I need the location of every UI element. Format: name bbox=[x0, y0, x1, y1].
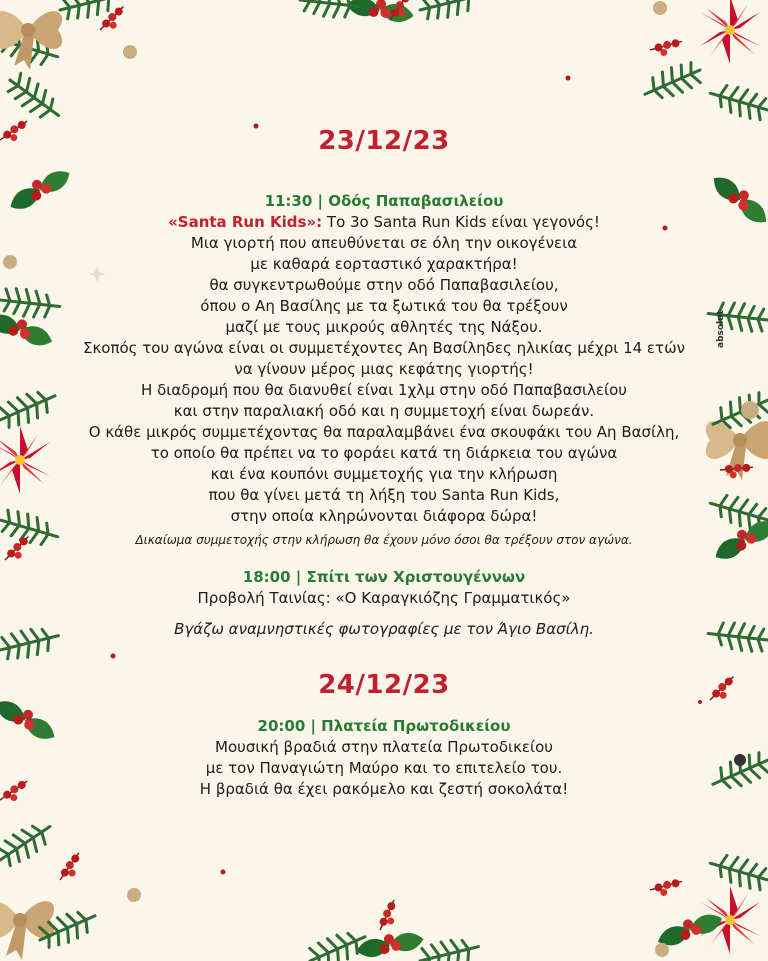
body-line: Ο κάθε μικρός συμμετέχοντας θα παραλαμβάνει ένα σκουφάκι του Αη Βασίλη, bbox=[88, 423, 680, 441]
lead-bold: «Santa Run Kids»: bbox=[168, 213, 323, 231]
body-line: μαζί με τους μικρούς αθλητές της Νάξου. bbox=[225, 318, 543, 336]
christmas-house-section bbox=[60, 567, 708, 640]
body-line: όπου ο Αη Βασίλης με τα ξωτικά του θα τρέξουν bbox=[200, 297, 568, 315]
body-line: Μουσική βραδιά στην πλατεία Πρωτοδικείου bbox=[215, 738, 553, 756]
body-line: Η βραδιά θα έχει ρακόμελο και ζεστή σοκολάτα! bbox=[199, 780, 569, 798]
date-heading-24-12: 24/12/23 bbox=[318, 670, 450, 700]
body-line: Μια γιορτή που απευθύνεται σε όλη την οικογένεια bbox=[190, 234, 578, 252]
body-line: με τον Παναγιώτη Μαύρο και το επιτελείο του. bbox=[205, 759, 563, 777]
section-heading: 18:00 | Σπίτι των Χριστουγέννων bbox=[242, 568, 526, 586]
body-line: Προβολή Ταινίας: «Ο Καραγκιόζης Γραμματικός» bbox=[197, 589, 571, 607]
santa-run-section bbox=[60, 191, 708, 549]
date-heading-23-12: 23/12/23 bbox=[318, 126, 450, 156]
lead-rest: Το 3ο Santa Run Kids είναι γεγονός! bbox=[322, 213, 600, 231]
section-heading: 20:00 | Πλατεία Πρωτοδικείου bbox=[257, 717, 511, 735]
participation-note: Δικαίωμα συμμετοχής στην κλήρωση θα έχουν μόνο όσοι θα τρέξουν στον αγώνα. bbox=[135, 533, 633, 547]
lead-line bbox=[60, 212, 708, 233]
body-line: και στην παραλιακή οδό και η συμμετοχή είναι δωρεάν. bbox=[173, 402, 595, 420]
body-line: θα συγκεντρωθούμε στην οδό Παπαβασιλείου, bbox=[209, 276, 559, 294]
body-line: Η διαδρομή που θα διανυθεί είναι 1χλμ στην οδό Παπαβασιλείου bbox=[141, 381, 627, 399]
body-line: με καθαρά εορταστικό χαρακτήρα! bbox=[250, 255, 518, 273]
photo-line: Βγάζω αναμνηστικές φωτογραφίες με τον Άγιο Βασίλη. bbox=[174, 620, 594, 638]
body-line: να γίνουν μέρος μιας κεφάτης γιορτής! bbox=[234, 360, 534, 378]
body-line: και ένα κουπόνι συμμετοχής για την κλήρωση bbox=[210, 465, 558, 483]
body-line: στην οποία κληρώνονται διάφορα δώρα! bbox=[230, 507, 538, 525]
music-night-section bbox=[60, 716, 708, 800]
body-line: που θα γίνει μετά τη λήξη του Santa Run Kids, bbox=[208, 486, 560, 504]
absolut-logo: absolut bbox=[716, 310, 726, 348]
body-line: Σκοπός του αγώνα είναι οι συμμετέχοντες Αη Βασίληδες ηλικίας μέχρι 14 ετών bbox=[82, 339, 686, 357]
body-line: το οποίο θα πρέπει να το φοράει κατά τη διάρκεια του αγώνα bbox=[150, 444, 618, 462]
section-heading: 11:30 | Οδός Παπαβασιλείου bbox=[264, 192, 504, 210]
